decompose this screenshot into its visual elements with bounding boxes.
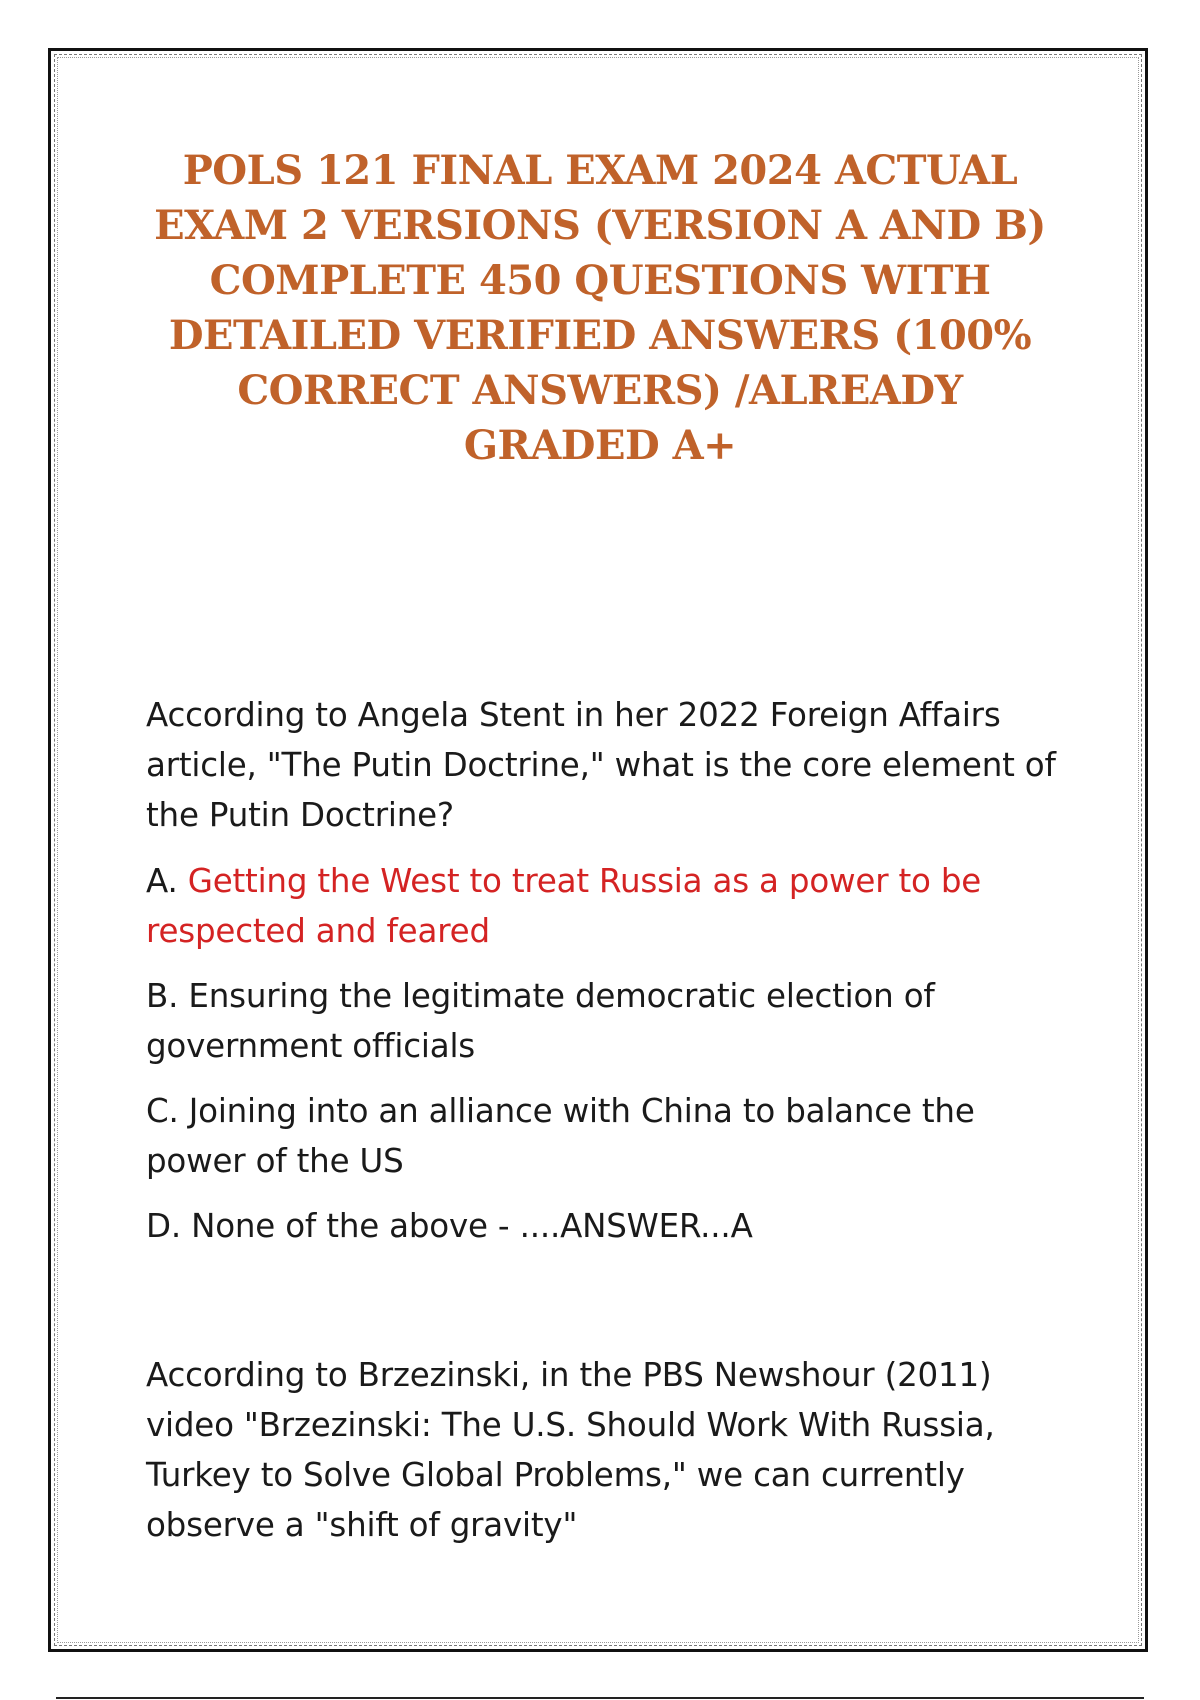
option-b-letter: B. — [146, 977, 189, 1015]
option-c-letter: C. — [146, 1092, 189, 1130]
question-1-option-c — [146, 1086, 1076, 1186]
footer-rule — [56, 1697, 1144, 1699]
option-d-letter: D. — [146, 1207, 192, 1245]
option-c-text: Joining into an alliance with China to balance the power of the US — [146, 1092, 975, 1180]
question-1-text: According to Angela Stent in her 2022 Foreign Affairs article, "The Putin Doctrine," what is the core element of the Putin Doctrine? — [146, 696, 1056, 834]
option-b-text: Ensuring the legitimate democratic election of government officials — [146, 977, 935, 1065]
document-title: POLS 121 FINAL EXAM 2024 ACTUAL EXAM 2 VERSIONS (VERSION A AND B) COMPLETE 450 QUESTIONS WITH DETAILED VERIFIED ANSWERS (100% CORRECT ANSWERS) /ALREADY GRADED A+ — [154, 147, 1046, 469]
option-a-letter: A. — [146, 862, 188, 900]
document-body — [146, 690, 1076, 1550]
question-2-text: According to Brzezinski, in the PBS Newshour (2011) video "Brzezinski: The U.S. Should Work With Russia, Turkey to Solve Global Problems," we can currently observe a "shift of gravity" — [146, 1356, 995, 1544]
question-1-option-b — [146, 971, 1076, 1071]
option-d-text: None of the above - ....ANSWER...A — [191, 1207, 753, 1245]
option-a-text-correct: Getting the West to treat Russia as a power to be respected and feared — [146, 862, 982, 950]
question-1-option-d — [146, 1201, 1076, 1251]
question-1-option-a — [146, 856, 1076, 956]
question-spacer — [146, 1266, 1076, 1350]
